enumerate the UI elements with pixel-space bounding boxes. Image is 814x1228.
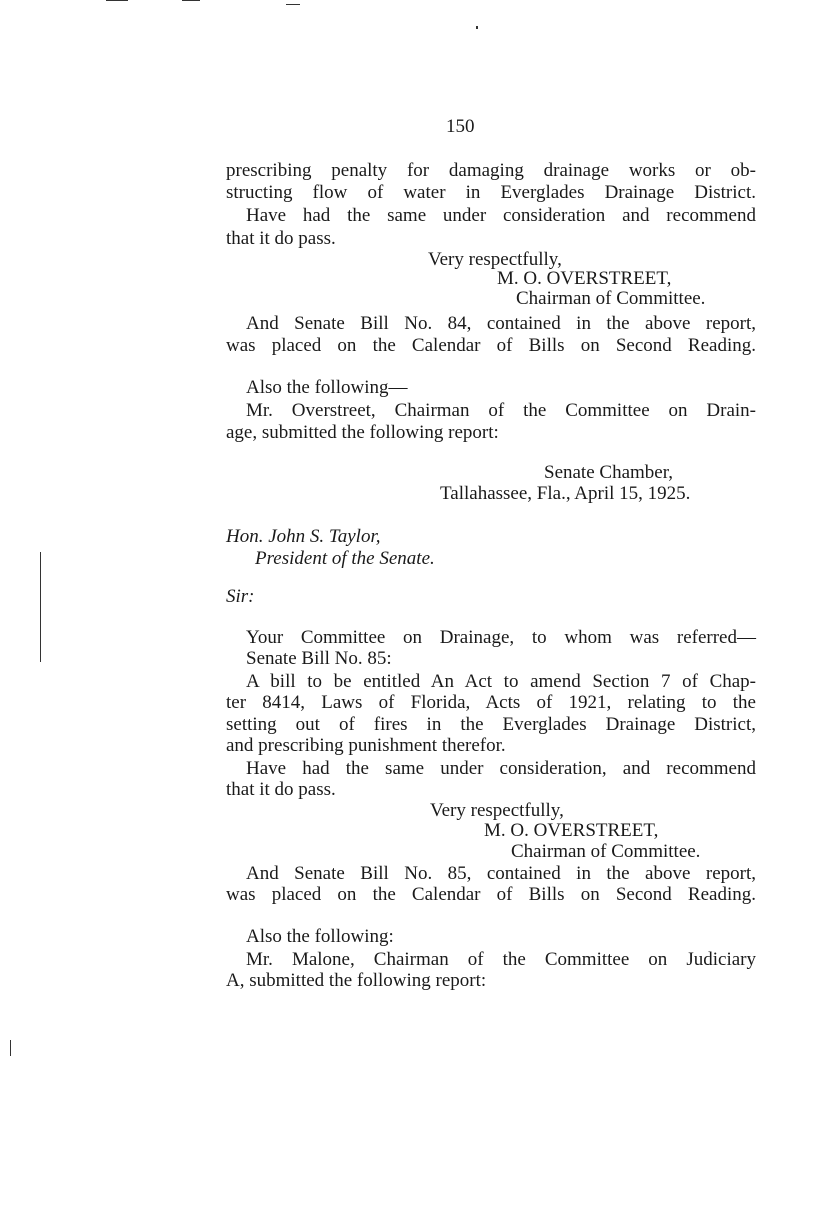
report2-signer-title: Chairman of Committee. xyxy=(511,841,701,862)
report2-addressee-title: President of the Senate. xyxy=(255,548,435,569)
report2-signer: M. O. OVERSTREET, xyxy=(484,820,659,841)
scan-mark xyxy=(286,4,300,5)
report2-act-line: and prescribing punishment therefor. xyxy=(226,735,506,756)
report2-addressee: Hon. John S. Taylor, xyxy=(226,526,381,547)
report1-closing: Very respectfully, xyxy=(428,249,562,270)
report2-referred: Your Committee on Drainage, to whom was referred— xyxy=(246,627,756,648)
report2-act-line: ter 8414, Laws of Florida, Acts of 1921, relating to the xyxy=(226,692,756,713)
report1-calendar-line: And Senate Bill No. 84, contained in the above report, xyxy=(246,313,756,334)
report2-bill: Senate Bill No. 85: xyxy=(246,648,392,669)
report1-signer: M. O. OVERSTREET, xyxy=(497,268,672,289)
report2-recommend-line: that it do pass. xyxy=(226,779,336,800)
report2-recommend-line: Have had the same under consideration, and recommend xyxy=(246,758,756,779)
scan-mark xyxy=(476,26,478,29)
submitted-line: Mr. Overstreet, Chairman of the Committee on Drain- xyxy=(246,400,756,421)
report2-act-line: setting out of fires in the Everglades Drainage District, xyxy=(226,714,756,735)
scan-mark xyxy=(182,0,200,1)
report2-calendar-line: And Senate Bill No. 85, contained in the above report, xyxy=(246,863,756,884)
scan-mark xyxy=(40,552,41,662)
submitted-line: A, submitted the following report: xyxy=(226,970,487,991)
scan-mark xyxy=(10,1040,11,1056)
report1-intro-line: prescribing penalty for damaging drainage works or ob- xyxy=(226,160,756,181)
also-following: Also the following: xyxy=(246,926,394,947)
report2-act-line: A bill to be entitled An Act to amend Section 7 of Chap- xyxy=(246,671,756,692)
page-number: 150 xyxy=(446,116,475,137)
submitted-line: age, submitted the following report: xyxy=(226,422,499,443)
report1-recommend-line: that it do pass. xyxy=(226,228,336,249)
report1-signer-title: Chairman of Committee. xyxy=(516,288,706,309)
report2-closing: Very respectfully, xyxy=(430,800,564,821)
report2-date: Tallahassee, Fla., April 15, 1925. xyxy=(440,483,691,504)
submitted-line: Mr. Malone, Chairman of the Committee on Judiciary xyxy=(246,949,756,970)
report2-place: Senate Chamber, xyxy=(544,462,674,483)
scan-mark xyxy=(106,0,128,1)
also-following: Also the following— xyxy=(246,377,408,398)
report1-calendar-line: was placed on the Calendar of Bills on Second Reading. xyxy=(226,335,756,356)
report2-calendar-line: was placed on the Calendar of Bills on Second Reading. xyxy=(226,884,756,905)
report2-salutation: Sir: xyxy=(226,586,255,607)
report1-recommend-line: Have had the same under consideration and recommend xyxy=(246,205,756,226)
report1-intro-line: structing flow of water in Everglades Drainage District. xyxy=(226,182,756,203)
